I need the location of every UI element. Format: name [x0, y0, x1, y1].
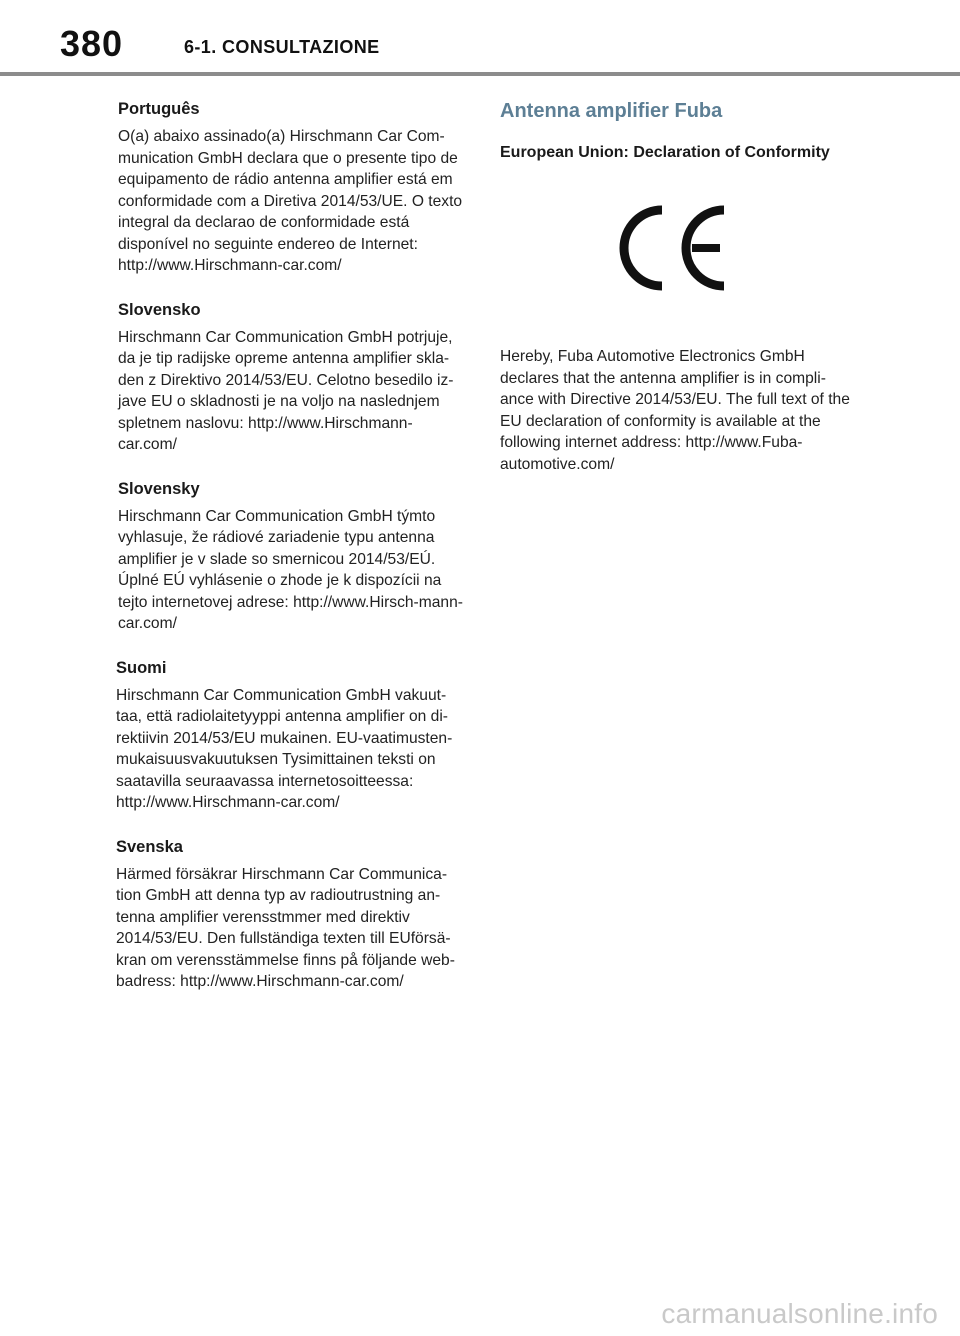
right-column	[500, 98, 850, 475]
right-heading: Antenna amplifier Fuba	[500, 100, 723, 122]
section-heading: Slovensky	[118, 479, 200, 498]
page-number: 380	[60, 23, 124, 64]
section-heading: Svenska	[116, 837, 183, 856]
section-portugues	[116, 98, 466, 277]
section-heading: Português	[118, 100, 200, 118]
watermark: carmanualsonline.info	[661, 1298, 938, 1329]
right-subheading: European Union: Declaration of Conformity	[500, 144, 830, 161]
section-body: Härmed försäkrar Hirschmann Car Communica-tion GmbH att denna typ av radioutrustning an-tenna amplifier verensstmmer med direktiv 2014/53/EU. Den fullständiga texten till EUförsä-kran om verensstämmelse finns på följande web-badress: http://www.Hirschmann-car.com/	[116, 865, 455, 990]
right-body: Hereby, Fuba Automotive Electronics GmbH declares that the antenna amplifier is in compli-ance with Directive 2014/53/EU. The full text of the EU declaration of conformity is available at the following internet address: http://www.Fuba-automotive.com/	[500, 348, 850, 473]
section-suomi	[116, 657, 466, 814]
left-column	[116, 98, 466, 1015]
section-slovensko	[116, 299, 466, 456]
section-svenska	[116, 836, 466, 993]
section-slovensky	[116, 478, 466, 635]
section-title: 6-1. CONSULTAZIONE	[184, 37, 380, 57]
ce-mark-icon	[612, 204, 732, 292]
section-body: Hirschmann Car Communication GmbH potrjuje, da je tip radijske opreme antenna amplifier skla-den z Direktivo 2014/53/EU. Celotno besedilo iz-jave EU o skladnosti je na voljo na naslednjem spletnem naslovu: http://www.Hirschmann-car.com/	[118, 328, 454, 453]
section-body: O(a) abaixo assinado(a) Hirschmann Car Com-munication GmbH declara que o presente tipo de equipamento de rádio antenna amplifier está em conformidade com a Diretiva 2014/53/UE. O texto integral da declarao de conformidade está disponível no seguinte endereo de Internet: http://www.Hirschmann-car.com/	[118, 128, 463, 274]
section-heading: Slovensko	[118, 300, 201, 319]
section-heading: Suomi	[116, 658, 167, 677]
page-header	[0, 0, 960, 76]
header-divider	[0, 72, 960, 76]
section-body: Hirschmann Car Communication GmbH vakuut-taa, että radiolaitetyyppi antenna amplifier on di-rektiivin 2014/53/EU mukainen. EU-vaatimusten-mukaisuusvakuutuksen Tysimittainen teksti on saatavilla seuraavassa internetosoitteessa: http://www.Hirschmann-car.com/	[116, 686, 453, 811]
section-body: Hirschmann Car Communication GmbH týmto vyhlasuje, že rádiové zariadenie typu antenna amplifier je v slade so smernicou 2014/53/EÚ. Úplné EÚ vyhlásenie o zhode je k dispozícii na tejto internetovej adrese: http://www.Hirsch-mann-car.com/	[118, 507, 463, 632]
